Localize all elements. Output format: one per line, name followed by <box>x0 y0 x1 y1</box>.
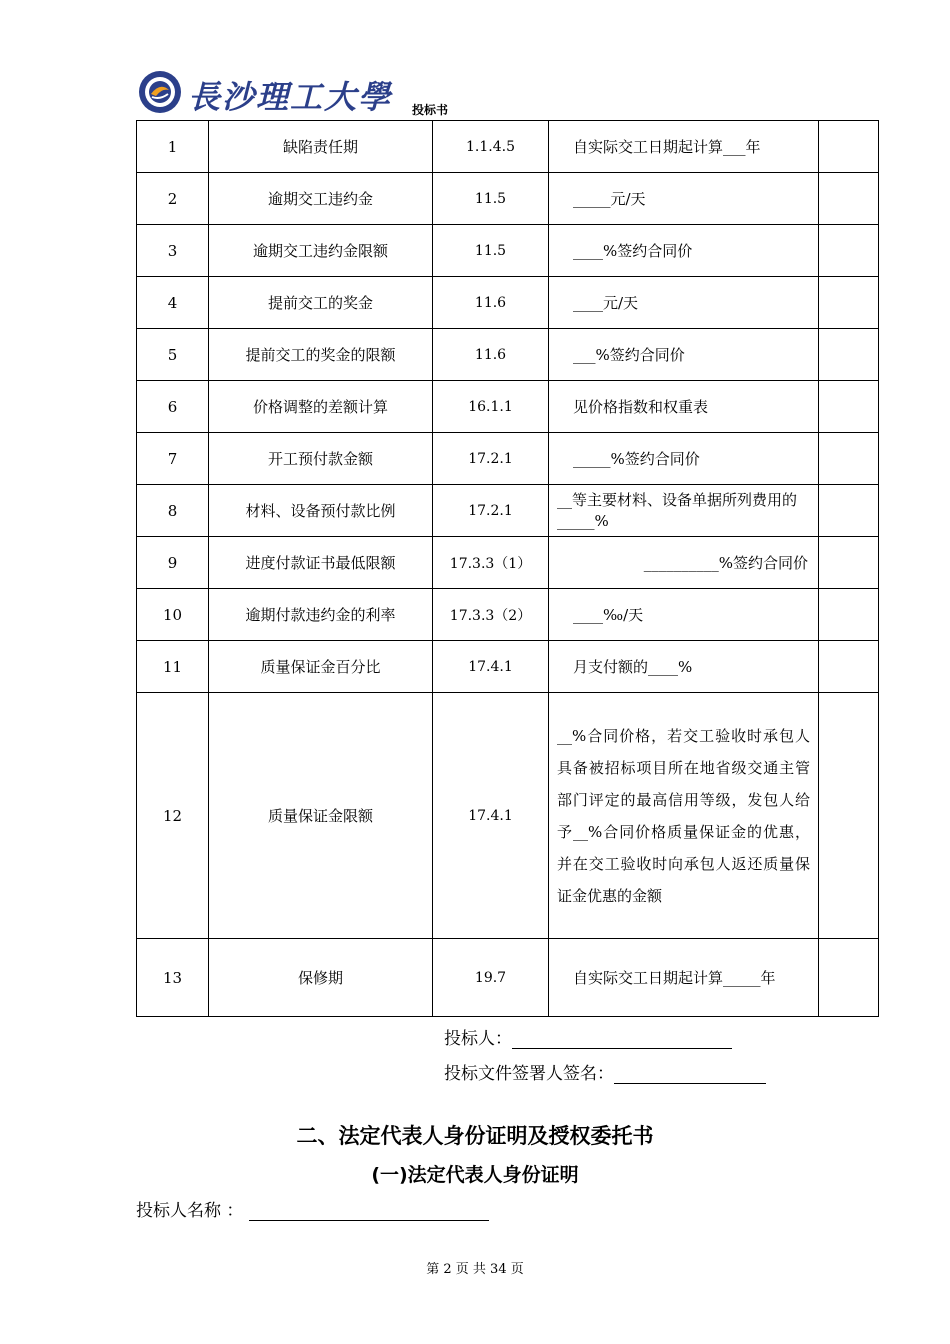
row-content: 自实际交工日期起计算_____年 <box>549 939 819 1017</box>
row-remark <box>819 225 879 277</box>
row-remark <box>819 329 879 381</box>
row-clause: 17.3.3（1） <box>433 537 549 589</box>
row-clause: 19.7 <box>433 939 549 1017</box>
bidder-name-row <box>136 1196 489 1221</box>
row-content: __等主要材料、设备单据所列费用的_____% <box>549 485 819 537</box>
row-number: 11 <box>137 641 209 693</box>
table-row <box>137 329 879 381</box>
row-remark <box>819 939 879 1017</box>
row-item: 材料、设备预付款比例 <box>209 485 433 537</box>
bidder-signature-row <box>444 1024 732 1049</box>
row-remark <box>819 693 879 939</box>
row-content: 自实际交工日期起计算___年 <box>549 121 819 173</box>
row-remark <box>819 173 879 225</box>
row-content: ____%签约合同价 <box>549 225 819 277</box>
section-title: 二、法定代表人身份证明及授权委托书 <box>296 1124 654 1148</box>
row-content: ____‰/天 <box>549 589 819 641</box>
row-number: 6 <box>137 381 209 433</box>
row-content: ___%签约合同价 <box>549 329 819 381</box>
row-item: 质量保证金限额 <box>209 693 433 939</box>
row-item: 质量保证金百分比 <box>209 641 433 693</box>
table-row <box>137 173 879 225</box>
table-row <box>137 485 879 537</box>
row-item: 价格调整的差额计算 <box>209 381 433 433</box>
table-row <box>137 537 879 589</box>
row-clause: 17.2.1 <box>433 485 549 537</box>
row-number: 12 <box>137 693 209 939</box>
row-content: 月支付额的____% <box>549 641 819 693</box>
row-remark <box>819 277 879 329</box>
row-content: __________%签约合同价 <box>549 537 819 589</box>
row-item: 进度付款证书最低限额 <box>209 537 433 589</box>
table-row <box>137 641 879 693</box>
table-row <box>137 277 879 329</box>
table-row <box>137 121 879 173</box>
row-remark <box>819 381 879 433</box>
section-subtitle: (一)法定代表人身份证明 <box>371 1164 579 1186</box>
row-clause: 11.5 <box>433 173 549 225</box>
row-number: 10 <box>137 589 209 641</box>
row-number: 2 <box>137 173 209 225</box>
row-item: 逾期付款违约金的利率 <box>209 589 433 641</box>
row-clause: 11.6 <box>433 277 549 329</box>
row-clause: 11.5 <box>433 225 549 277</box>
row-item: 缺陷责任期 <box>209 121 433 173</box>
table-row <box>137 939 879 1017</box>
row-remark <box>819 537 879 589</box>
row-content: 见价格指数和权重表 <box>549 381 819 433</box>
signer-blank[interactable] <box>614 1065 766 1084</box>
table-row <box>137 433 879 485</box>
row-remark <box>819 485 879 537</box>
table-row <box>137 589 879 641</box>
page-footer: 第 2 页 共 34 页 <box>426 1262 524 1277</box>
row-content: _____%签约合同价 <box>549 433 819 485</box>
bidder-name-label: 投标人名称 ： <box>136 1201 244 1221</box>
row-number: 4 <box>137 277 209 329</box>
row-remark <box>819 589 879 641</box>
university-name: 長沙理工大學 <box>188 78 393 116</box>
university-logo-icon <box>138 70 182 114</box>
row-item: 保修期 <box>209 939 433 1017</box>
table-row <box>137 225 879 277</box>
row-clause: 17.4.1 <box>433 641 549 693</box>
row-number: 7 <box>137 433 209 485</box>
row-number: 9 <box>137 537 209 589</box>
row-remark <box>819 641 879 693</box>
row-number: 5 <box>137 329 209 381</box>
table-row <box>137 693 879 939</box>
row-clause: 16.1.1 <box>433 381 549 433</box>
row-number: 1 <box>137 121 209 173</box>
row-number: 3 <box>137 225 209 277</box>
row-clause: 17.2.1 <box>433 433 549 485</box>
row-item: 逾期交工违约金 <box>209 173 433 225</box>
row-clause: 17.3.3（2） <box>433 589 549 641</box>
row-content: _____元/天 <box>549 173 819 225</box>
row-clause: 17.4.1 <box>433 693 549 939</box>
row-number: 8 <box>137 485 209 537</box>
row-item: 提前交工的奖金的限额 <box>209 329 433 381</box>
row-content: __%合同价格，若交工验收时承包人具备被招标项目所在地省级交通主管部门评定的最高信用等级，发包人给予__%合同价格质量保证金的优惠，并在交工验收时向承包人返还质量保证金优惠的金额 <box>549 693 819 939</box>
table-row <box>137 381 879 433</box>
page-header <box>136 68 860 121</box>
signer-label: 投标文件签署人签名： <box>444 1064 614 1084</box>
row-remark <box>819 121 879 173</box>
row-clause: 11.6 <box>433 329 549 381</box>
row-item: 逾期交工违约金限额 <box>209 225 433 277</box>
bidder-name-blank[interactable] <box>249 1200 489 1221</box>
row-item: 开工预付款金额 <box>209 433 433 485</box>
bidder-blank[interactable] <box>512 1030 732 1049</box>
document-title: 投标书 <box>412 103 449 117</box>
row-content: ____元/天 <box>549 277 819 329</box>
bidder-label: 投标人： <box>444 1029 512 1049</box>
row-item: 提前交工的奖金 <box>209 277 433 329</box>
row-clause: 1.1.4.5 <box>433 121 549 173</box>
row-number: 13 <box>137 939 209 1017</box>
contract-params-table <box>136 120 879 1017</box>
row-remark <box>819 433 879 485</box>
signer-signature-row <box>444 1059 766 1084</box>
